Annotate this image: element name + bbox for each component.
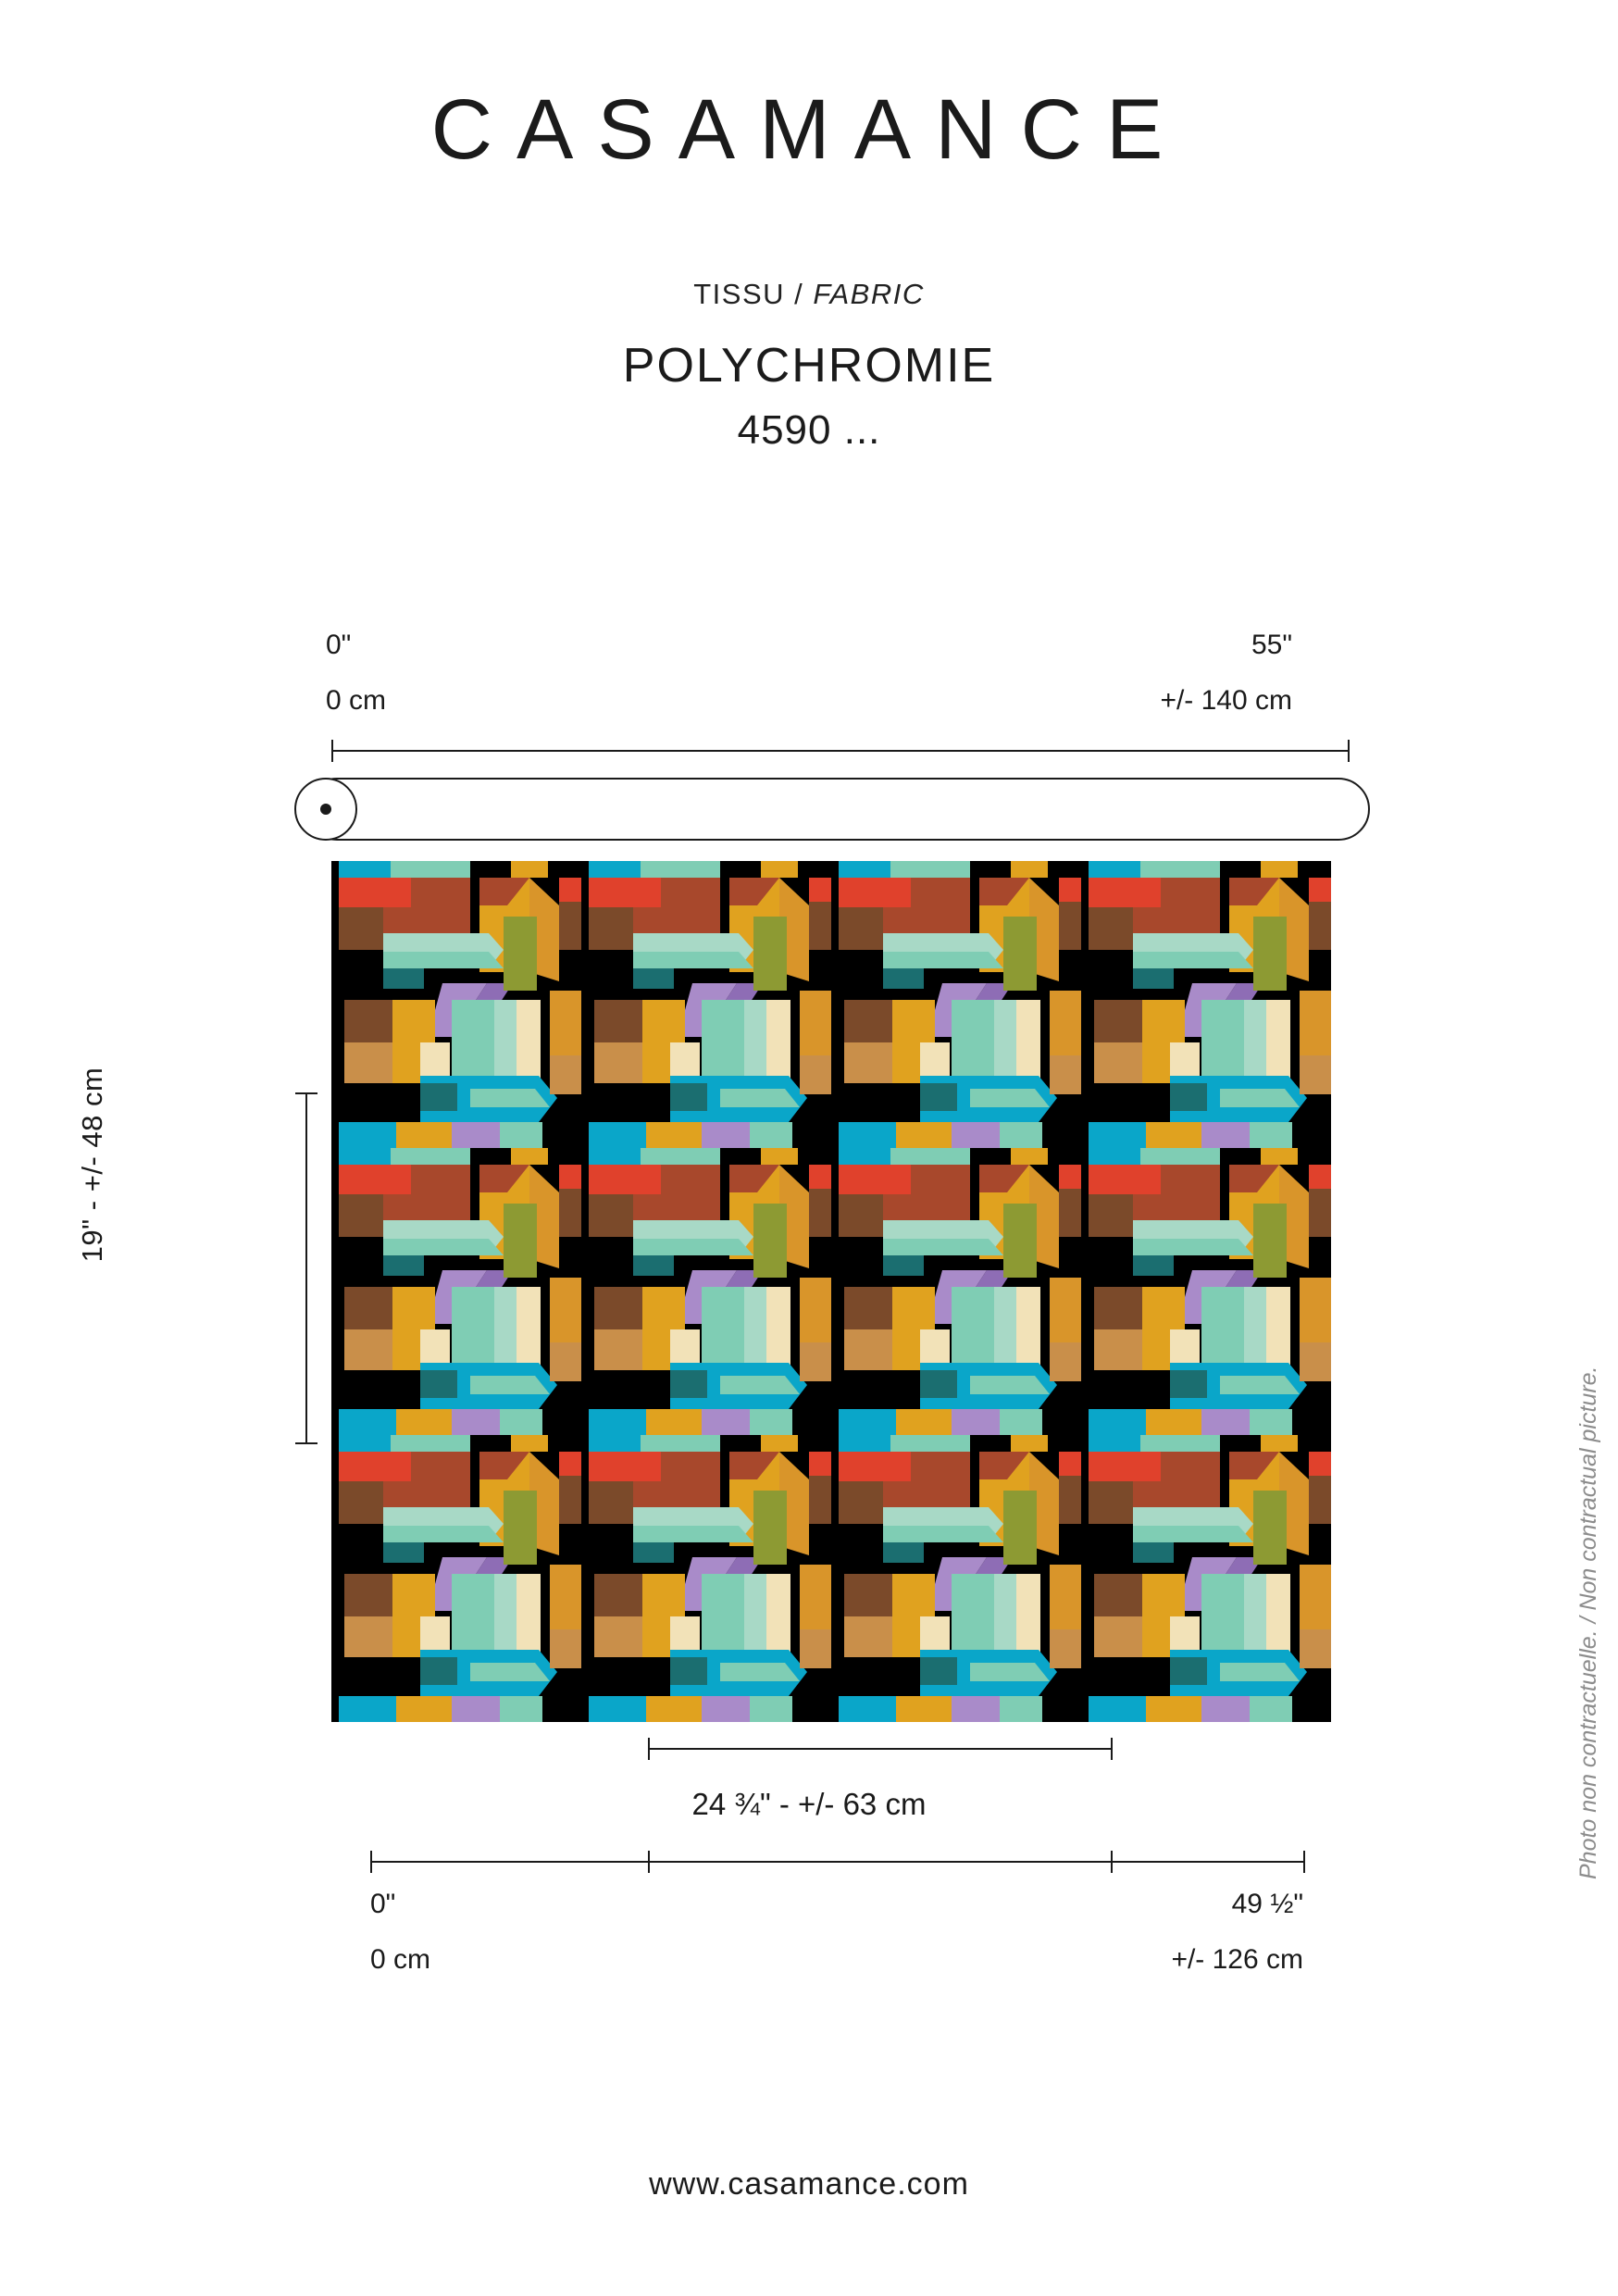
bottom-width-ruler	[370, 1861, 1305, 1863]
vertical-repeat-ruler	[305, 1092, 307, 1444]
brand-logo: CASAMANCE	[430, 82, 1188, 177]
top-left-inch-label: 0"	[326, 630, 352, 660]
fabric-roll-end-cap-icon	[294, 778, 357, 841]
category-plain: TISSU /	[693, 278, 814, 310]
horizontal-repeat-label: 24 ¾" - +/- 63 cm	[691, 1787, 927, 1821]
top-right-cm-label: +/- 140 cm	[1160, 685, 1292, 716]
bottom-left-inch-label: 0"	[370, 1889, 396, 1919]
vertical-repeat-label: 19" - +/- 48 cm	[76, 1067, 108, 1263]
bottom-left-cm-label: 0 cm	[370, 1944, 431, 1975]
horizontal-repeat-ruler	[648, 1748, 1113, 1750]
disclaimer-note: Photo non contractuelle. / Non contractual picture.	[1575, 1366, 1601, 1879]
product-reference: 4590 ...	[737, 407, 881, 453]
bottom-ruler-tick	[648, 1851, 650, 1873]
website-url[interactable]: www.casamance.com	[649, 2166, 969, 2202]
top-width-ruler	[331, 750, 1350, 752]
fabric-roll-body	[305, 778, 1370, 841]
bottom-ruler-tick	[1111, 1851, 1113, 1873]
top-right-inch-label: 55"	[1251, 630, 1292, 660]
top-left-cm-label: 0 cm	[326, 685, 387, 716]
product-name: POLYCHROMIE	[622, 339, 996, 393]
category-line	[0, 278, 1618, 311]
fabric-swatch-image	[331, 861, 1331, 1722]
bottom-right-cm-label: +/- 126 cm	[1171, 1944, 1303, 1975]
category-italic: FABRIC	[813, 278, 925, 310]
bottom-right-inch-label: 49 ½"	[1231, 1889, 1303, 1919]
